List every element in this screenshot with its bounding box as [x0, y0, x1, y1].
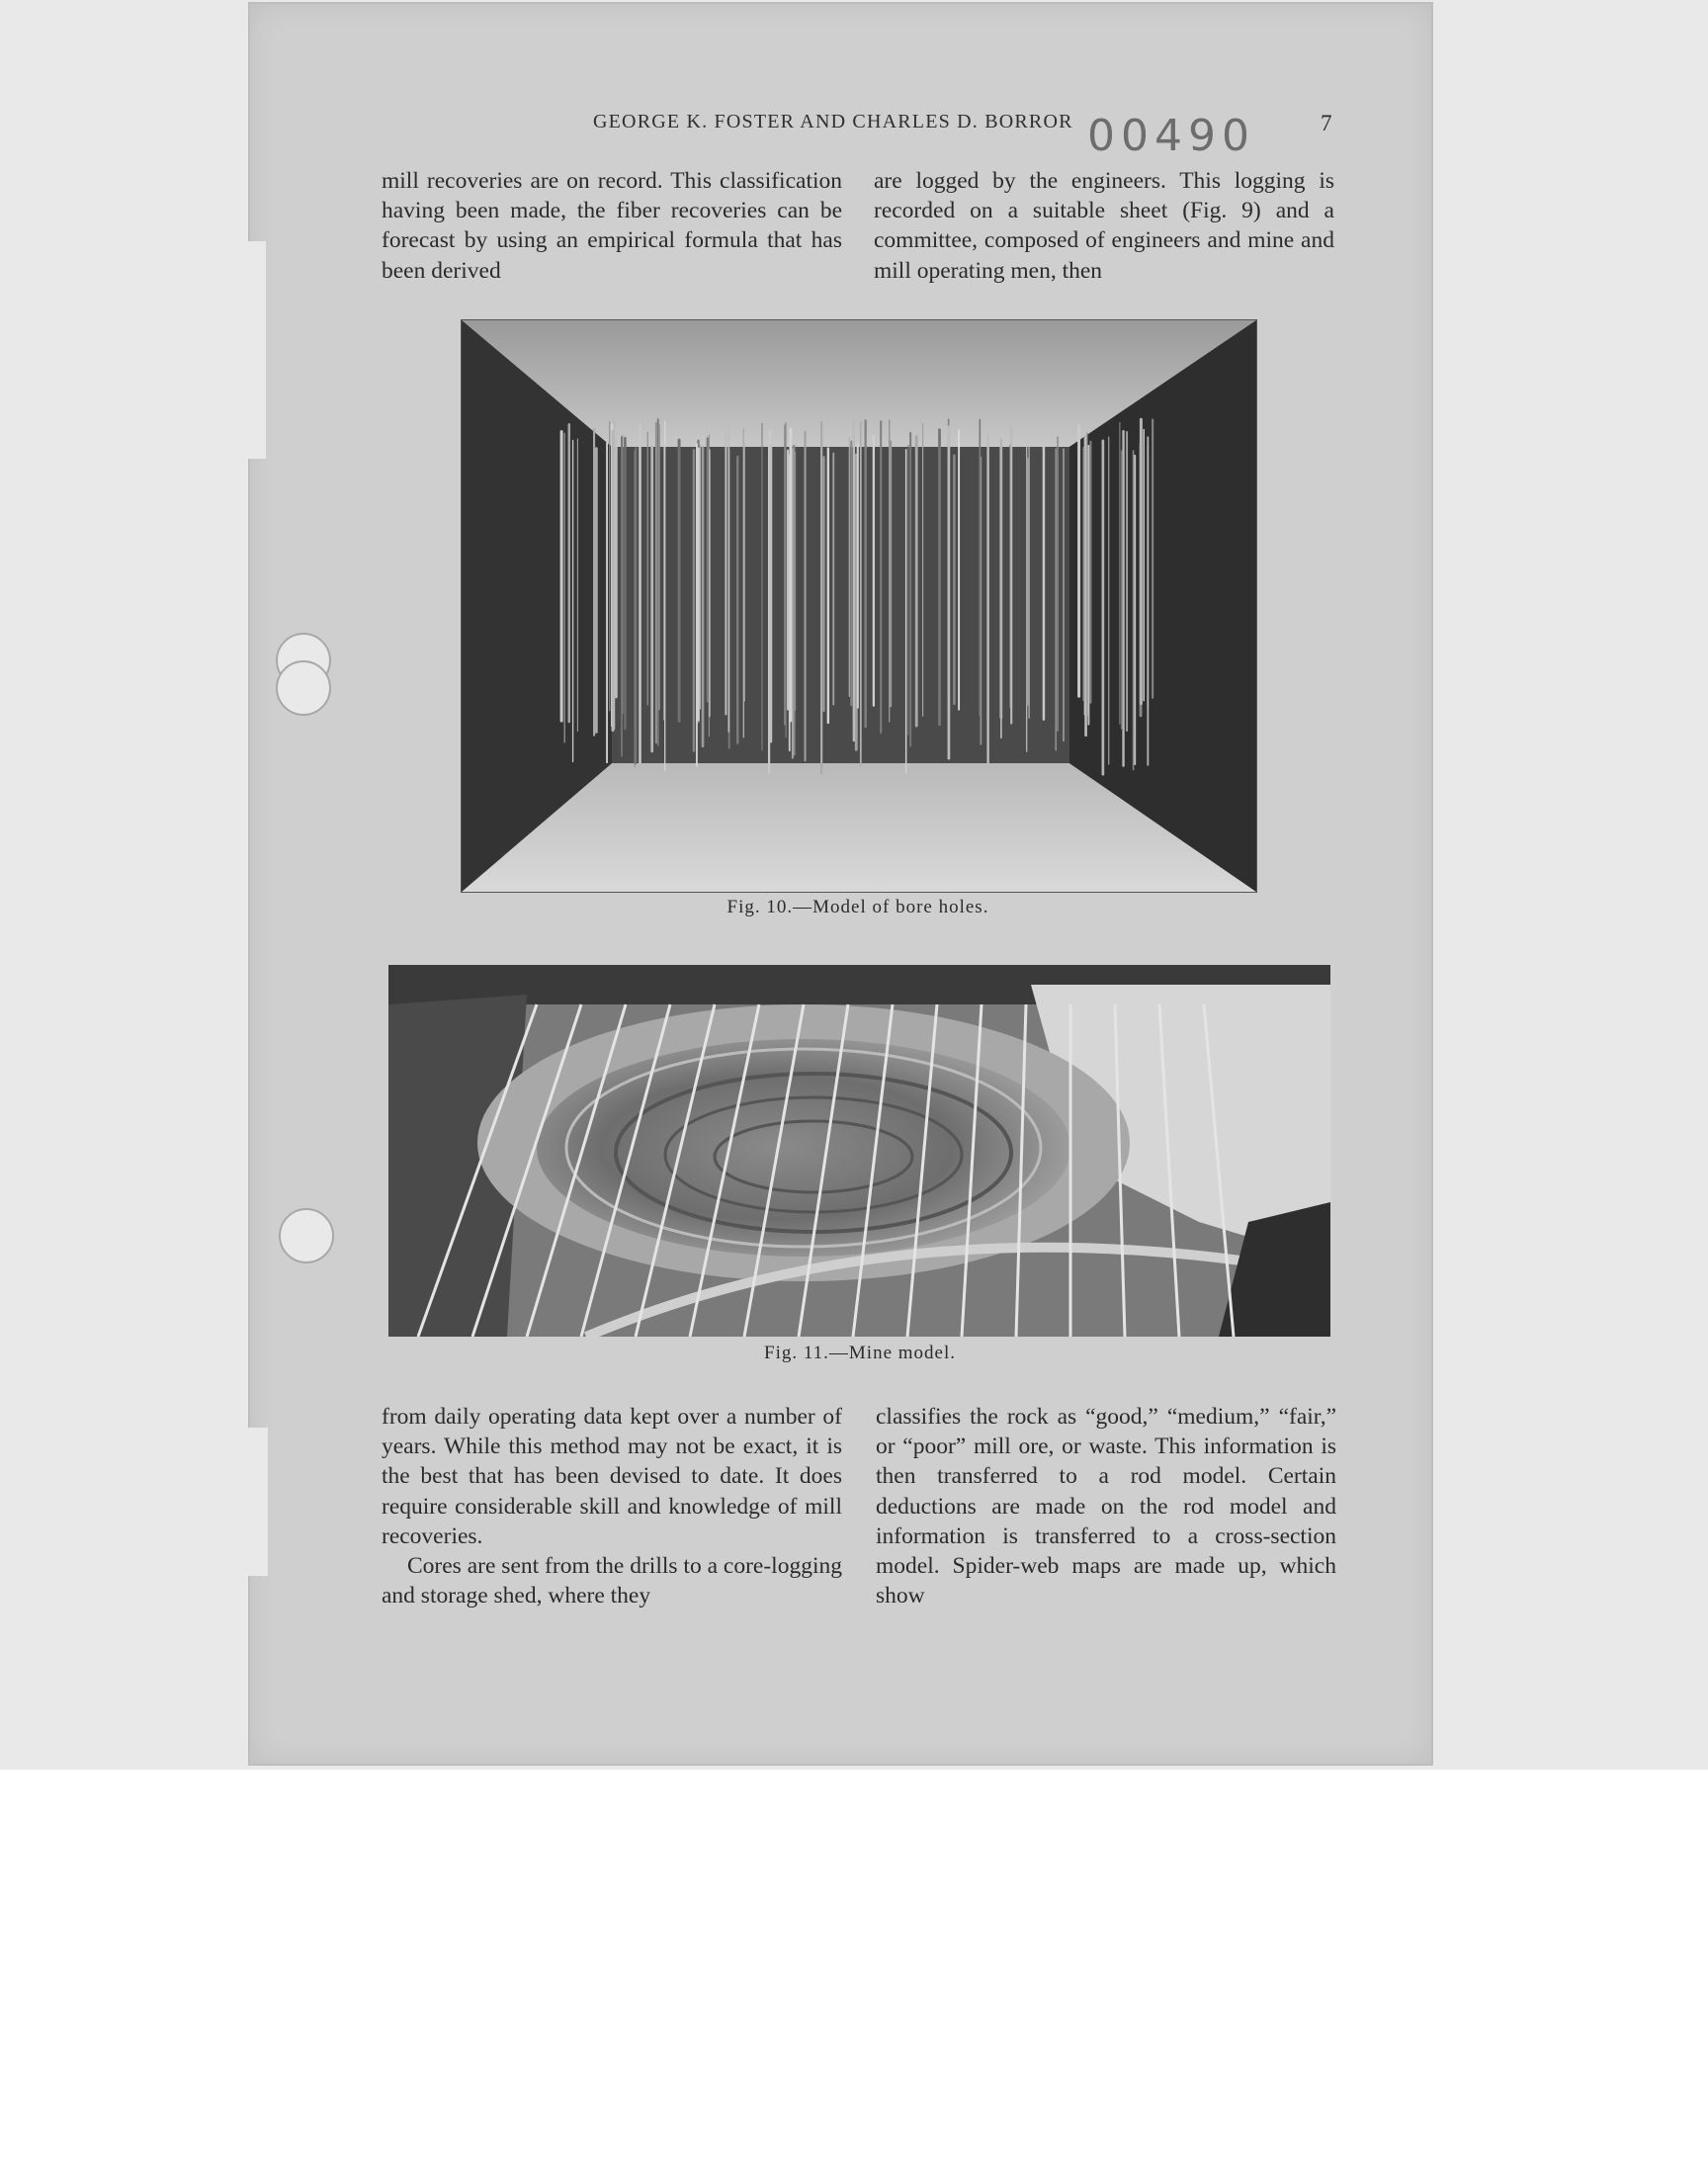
figure-bore-holes-photo	[461, 319, 1257, 893]
paragraph: from daily operating data kept over a number of years. While this method may not be exact, it is the best that has been devised to date. It does require considerable skill and knowledge of mill recoveries.	[382, 1404, 842, 1549]
archive-stamp: 00490	[1087, 111, 1255, 161]
torn-edge	[246, 241, 266, 459]
paragraph: Cores are sent from the drills to a core-logging and storage shed, where they	[382, 1553, 842, 1610]
text-column-top-right	[874, 166, 1334, 286]
page-number: 7	[1321, 111, 1332, 135]
figure-caption: Fig. 10.—Model of bore holes.	[726, 897, 989, 917]
running-head: GEORGE K. FOSTER AND CHARLES D. BORROR	[593, 111, 1073, 132]
figure-caption: Fig. 11.—Mine model.	[764, 1343, 956, 1363]
paragraph: are logged by the engineers. This logging is recorded on a suitable sheet (Fig. 9) and a committee, composed of engineers and mine and mill operating men, then	[874, 168, 1334, 284]
text-column-bottom-left	[382, 1402, 842, 1610]
binder-hole	[276, 660, 331, 716]
torn-edge	[246, 1428, 268, 1576]
text-column-top-left	[382, 166, 842, 286]
text-column-bottom-right	[876, 1402, 1336, 1610]
paragraph: classifies the rock as “good,” “medium,” “fair,” or “poor” mill ore, or waste. This information is then transferred to a rod model. Certain deductions are made on the rod model and information is transferred to a cross-section model. Spider-web maps are made up, which show	[876, 1404, 1336, 1610]
binder-hole	[279, 1208, 334, 1263]
figure-mine-model-photo	[388, 965, 1330, 1337]
paragraph: mill recoveries are on record. This classification having been made, the fiber recoveries can be forecast by using an empirical formula that has been derived	[382, 168, 842, 284]
